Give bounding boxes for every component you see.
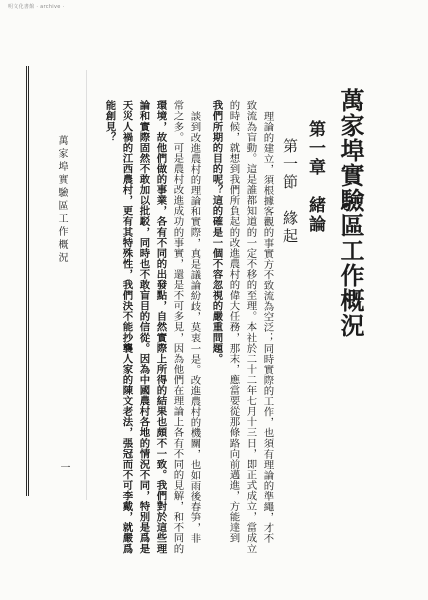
- watermark: 明文化書館 · archive ·: [8, 4, 65, 10]
- chapter-heading: 第一章 緒論: [305, 120, 325, 234]
- body-line-7: 環境，故他們做的事業，各有不同的出發點，自然實際上所得的結果也頗不一致。我們對於這些理: [154, 100, 167, 554]
- body-line-4: 我們所期的目的呢？這的確是一個不容忽視的嚴重問題。: [210, 100, 223, 364]
- margin-rule-inner: [28, 66, 29, 496]
- body-line-2: 致流為盲動。這是誰都知道的一定不移的至理。本社於二十二年七月十三日，即正式成立，當成立: [244, 100, 257, 554]
- body-line-1: 理論的建立，須根據客觀的事實方不致流為空泛；同時實際的工作，也須有理論的準繩，才不: [261, 111, 274, 544]
- body-line-9: 天災人禍的江西農村，更有其特殊性，我們決不能抄襲人家的陳文老法，張冠而不可李戴，就嚴爲: [120, 100, 133, 554]
- body-line-8: 論和實際固然不敢加以批駁，同時也不敢盲目的信從。因為中國農村各地的情況不同，特別是爲是: [137, 100, 150, 554]
- running-title: 萬家埠實驗區工作概況: [56, 135, 67, 265]
- book-title: 萬家埠實驗區工作概況: [336, 88, 365, 338]
- section-heading: 第一節 緣起: [281, 138, 299, 246]
- page-number: 一: [58, 462, 69, 472]
- body-line-6: 常之多。可是農村改進成功的事實，還是不可多見，因為他們在理論上各有不同的見解，和不同的: [171, 100, 184, 554]
- body-line-5: 談到改進農村的理論和實際，真是議論紛歧，莫衷一是。改進農村的機關，也如雨後春笋，非: [188, 111, 201, 544]
- body-line-3: 的時候，就想到我們所負起的改進農村的偉大任務，那末，應當要從那條路向前邁進，方能達到: [227, 100, 240, 544]
- margin-rule: [26, 66, 27, 496]
- body-line-10: 能創見？: [103, 100, 116, 143]
- fold-line: [86, 70, 87, 500]
